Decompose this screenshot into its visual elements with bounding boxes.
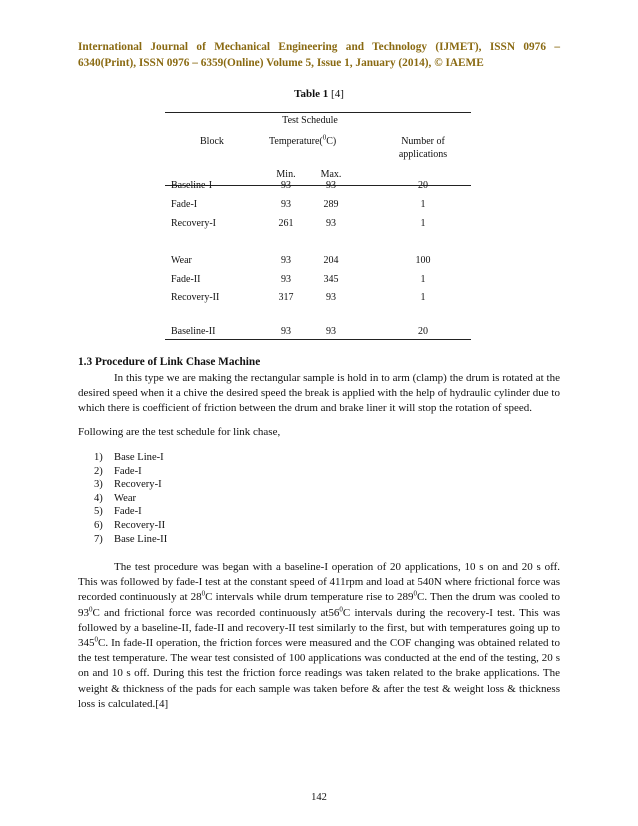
table-sub-min: Min.	[276, 169, 296, 180]
table-row-1-block: Baseline-I	[171, 180, 213, 191]
degree-sup: 0	[339, 604, 343, 613]
test-schedule-list	[94, 451, 167, 546]
list-item-number: 2)	[94, 465, 103, 477]
table-row-3-block: Recovery-I	[171, 218, 216, 229]
list-item-text: Recovery-I	[114, 479, 162, 491]
degree-sup: 0	[89, 604, 93, 613]
journal-header-line-1: International Journal of Mechanical Engineering and Technology (IJMET), ISSN 0976 –	[78, 41, 560, 53]
table-row-7-max: 93	[326, 326, 336, 337]
list-item-text: Base Line-II	[114, 533, 168, 545]
table-row-6-block: Recovery-II	[171, 292, 220, 303]
list-item	[94, 492, 167, 506]
temperature-degree: 0	[322, 133, 327, 142]
table-col-block: Block	[200, 136, 224, 147]
table-caption	[0, 88, 638, 100]
table-row-4-num: 100	[415, 255, 431, 266]
table-row-2-min: 93	[281, 199, 291, 210]
paragraph-2-part-a: The test procedure was began with a baseline-I operation of 20 applications, 10 s on and 20 s off. This was followed by fade-I test at the constant speed of 411rpm and load at 540N where frictional force was recorded continuously at 28	[78, 561, 560, 604]
journal-header-line-2: 6340(Print), ISSN 0976 – 6359(Online) Volume 5, Issue 1, January (2014), © IAEME	[78, 56, 484, 69]
table-col-applications-1: Number of	[401, 136, 445, 147]
table-row-6-min: 317	[278, 292, 294, 303]
table-row-3-num: 1	[420, 218, 426, 229]
table-row-5-max: 345	[323, 274, 339, 285]
list-item	[94, 505, 167, 519]
list-item	[94, 451, 167, 465]
paragraph-2-part-b: C intervals while drum temperature rise to 289	[205, 591, 414, 604]
table-row-3-max: 93	[326, 218, 336, 229]
degree-sup: 0	[94, 635, 98, 644]
paragraph-2-part-d: C and frictional force was recorded continuously at56	[92, 606, 340, 619]
table-top-rule	[165, 112, 471, 113]
table-row-2-max: 289	[323, 199, 339, 210]
paragraph-2	[78, 560, 560, 712]
table-row-5-num: 1	[420, 274, 426, 285]
table-row-1-max: 93	[326, 180, 336, 191]
list-item-number: 4)	[94, 492, 103, 504]
table-bottom-rule	[165, 339, 471, 340]
table-row-7-min: 93	[281, 326, 291, 337]
table-caption-ref: [4]	[331, 88, 344, 100]
table-row-3-min: 261	[278, 218, 294, 229]
list-item-text: Recovery-II	[114, 519, 166, 531]
paragraph-2-part-e: C intervals during the recovery-I test. This was followed by a baseline-II, fade-II and recovery-II test similarly to the first, but with temperatures going up to 345	[78, 606, 560, 650]
list-item-text: Wear	[114, 492, 137, 504]
table-col-applications-2: applications	[398, 149, 448, 160]
temperature-label: Temperature(	[269, 136, 323, 147]
table-group-header: Test Schedule	[282, 115, 338, 126]
list-item	[94, 478, 167, 492]
table-row-4-block: Wear	[171, 255, 192, 266]
table-row-4-min: 93	[281, 255, 291, 266]
table-row-5-block: Fade-II	[171, 274, 201, 285]
list-item-number: 6)	[94, 519, 103, 531]
table-sub-max: Max.	[320, 169, 342, 180]
page-number: 142	[311, 792, 327, 803]
paragraph-1-text: In this type we are making the rectangular sample is hold in to arm (clamp) the drum is rotated at the desired speed when it a chive the desired speed the break is applied with the help of hydraulic cylinder due to which there is coefficient of friction between the drum and brake liner it will stop the rotation of speed.	[78, 372, 560, 415]
table-row-6-max: 93	[326, 292, 336, 303]
degree-sup: 0	[201, 589, 206, 598]
list-item-number: 5)	[94, 506, 103, 518]
journal-header	[78, 40, 560, 71]
table-row-2-num: 1	[420, 199, 426, 210]
paragraph-1-follow: Following are the test schedule for link chase,	[78, 426, 281, 438]
section-heading: 1.3 Procedure of Link Chase Machine	[78, 356, 261, 368]
paragraph-2-part-c: C. Then the drum was cooled to 93	[78, 591, 560, 619]
table-row-2-block: Fade-I	[171, 199, 198, 210]
table-col-temperature	[269, 133, 337, 147]
paragraph-1	[78, 371, 560, 417]
table-caption-label: Table 1	[294, 88, 329, 100]
list-item	[94, 533, 167, 547]
table-row-1-min: 93	[281, 180, 291, 191]
list-item-number: 7)	[94, 533, 103, 545]
table-row-6-num: 1	[420, 292, 426, 303]
test-schedule-table	[165, 112, 471, 340]
list-item-number: 1)	[94, 452, 103, 463]
list-item	[94, 519, 167, 533]
table-row-7-block: Baseline-II	[171, 326, 216, 337]
list-item	[94, 465, 167, 479]
table-row-7-num: 20	[418, 326, 428, 337]
temperature-unit: C)	[326, 136, 337, 147]
list-item-text: Fade-I	[114, 506, 142, 518]
degree-sup: 0	[413, 589, 417, 598]
table-row-1-num: 20	[418, 180, 428, 191]
paragraph-2-part-f: C. In fade-II operation, the friction forces were measured and the COF changing was obtained related to the test temperature. The wear test consisted of 100 applications was conducted at the end of the testing, 20 s on and 10 s off. During this test the friction force readings was taken related to the brake applications. The weight & thickness of the pads for each sample was taken before & after the test & weight loss & thickness loss is calculated.[4]	[78, 637, 560, 710]
table-row-4-max: 204	[323, 255, 339, 266]
list-item-text: Fade-I	[114, 465, 142, 477]
table-row-5-min: 93	[281, 274, 291, 285]
list-item-number: 3)	[94, 479, 103, 491]
list-item-text: Base Line-I	[114, 452, 164, 463]
